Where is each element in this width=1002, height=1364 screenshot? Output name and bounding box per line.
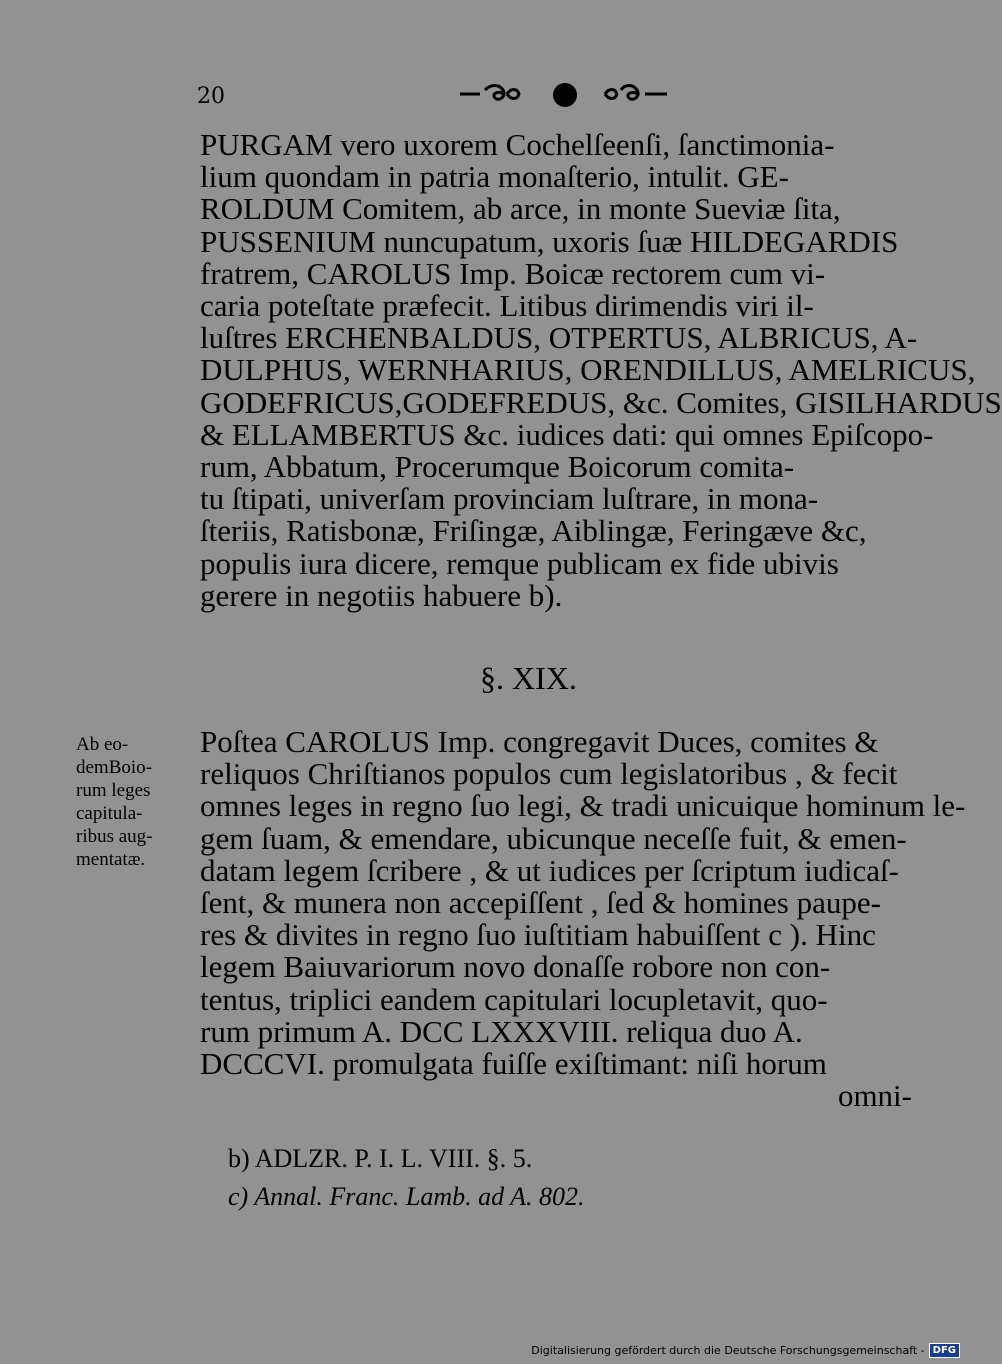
text-line: datam legem ſcribere , & ut iudices per ſcriptum iudicaſ- [200,852,899,888]
marginal-note-line: demBoio- [76,757,152,778]
text-line: PUSSENIUM nuncupatum, uxoris ſuæ HILDEGARDIS [200,223,899,259]
text-line: ſteriis, Ratisbonæ, Friſingæ, Aiblingæ, Feringæve &c, [200,513,867,549]
text-line: caria poteſtate præfecit. Litibus dirimendis viri il- [200,288,814,324]
page-number: 20 [197,84,225,109]
text-line: reliquos Chriſtianos populos cum legislatoribus , & fecit [200,756,898,792]
text-line: DULPHUS, WERNHARIUS, ORENDILLUS, AMELRICUS, [200,352,976,388]
text-line: GODEFRICUS,GODEFREDUS, &c. Comites, GISILHARDUS [200,384,1002,420]
marginal-note-line: Ab eo- [76,734,129,755]
text-line: gerere in negotiis habuere b). [200,577,563,613]
text-line: populis iura dicere, remque publicam ex fide ubivis [200,545,839,581]
text-line: luſtres ERCHENBALDUS, OTPERTUS, ALBRICUS, A- [200,320,918,356]
text-line: ſent, & munera non accepiſſent , ſed & homines paupe- [200,885,881,921]
text-line: ROLDUM Comitem, ab arce, in monte Sueviæ ſita, [200,191,841,227]
text-line: lium quondam in patria monaſterio, intulit. GE- [200,159,789,195]
footer-credit-text: Digitalisierung gefördert durch die Deutsche Forschungsgemeinschaft - [531,1344,925,1357]
main-text-paragraph-1 [200,127,1002,613]
marginal-note-line: capitula- [76,803,143,824]
footnote-b: b) ADLZR. P. I. L. VIII. §. 5. [228,1144,533,1173]
ornament-icon [455,78,675,112]
footnote-c: c) Annal. Franc. Lamb. ad A. 802. [228,1182,585,1211]
text-line: gem ſuam, & emendare, ubicunque neceſſe fuit, & emen- [200,820,907,856]
marginal-note-line: mentatæ. [76,849,146,870]
text-line: rum primum A. DCC LXXXVIII. reliqua duo A. [200,1013,803,1049]
main-text-paragraph-2 [200,724,966,1114]
text-line: res & divites in regno ſuo iuſtitiam habuiſſent c ). Hinc [200,917,876,953]
text-line: fratrem, CAROLUS Imp. Boicæ rectorem cum vi- [200,255,826,291]
section-heading: §. XIX. [480,660,577,696]
footnotes [228,1140,828,1216]
text-line: PURGAM vero uxorem Cochelſeenſi, ſanctimonia- [200,127,835,162]
text-line: Poſtea CAROLUS Imp. congregavit Duces, comites & [200,724,879,759]
text-line: rum, Abbatum, Procerumque Boicorum comita- [200,449,795,485]
dfg-logo: DFG [929,1343,960,1358]
text-line: legem Baiuvariorum novo donaſſe robore non con- [200,949,831,985]
text-line: omnes leges in regno ſuo legi, & tradi unicuique hominum le- [200,788,966,824]
text-line: & ELLAMBERTUS &c. iudices dati: qui omnes Epiſcopo- [200,416,934,452]
marginal-note [76,733,196,871]
text-line: tentus, triplici eandem capitulari locupletavit, quo- [200,981,828,1017]
marginal-note-line: ribus aug- [76,826,153,847]
marginal-note-line: rum leges [76,780,151,801]
catchword: omni- [837,1078,912,1114]
text-line: tu ſtipati, univerſam provinciam luſtrare, in mona- [200,481,819,517]
text-line: DCCCVI. promulgata fuiſſe exiſtimant: niſi horum [200,1046,827,1082]
footer-credit [531,1343,960,1358]
